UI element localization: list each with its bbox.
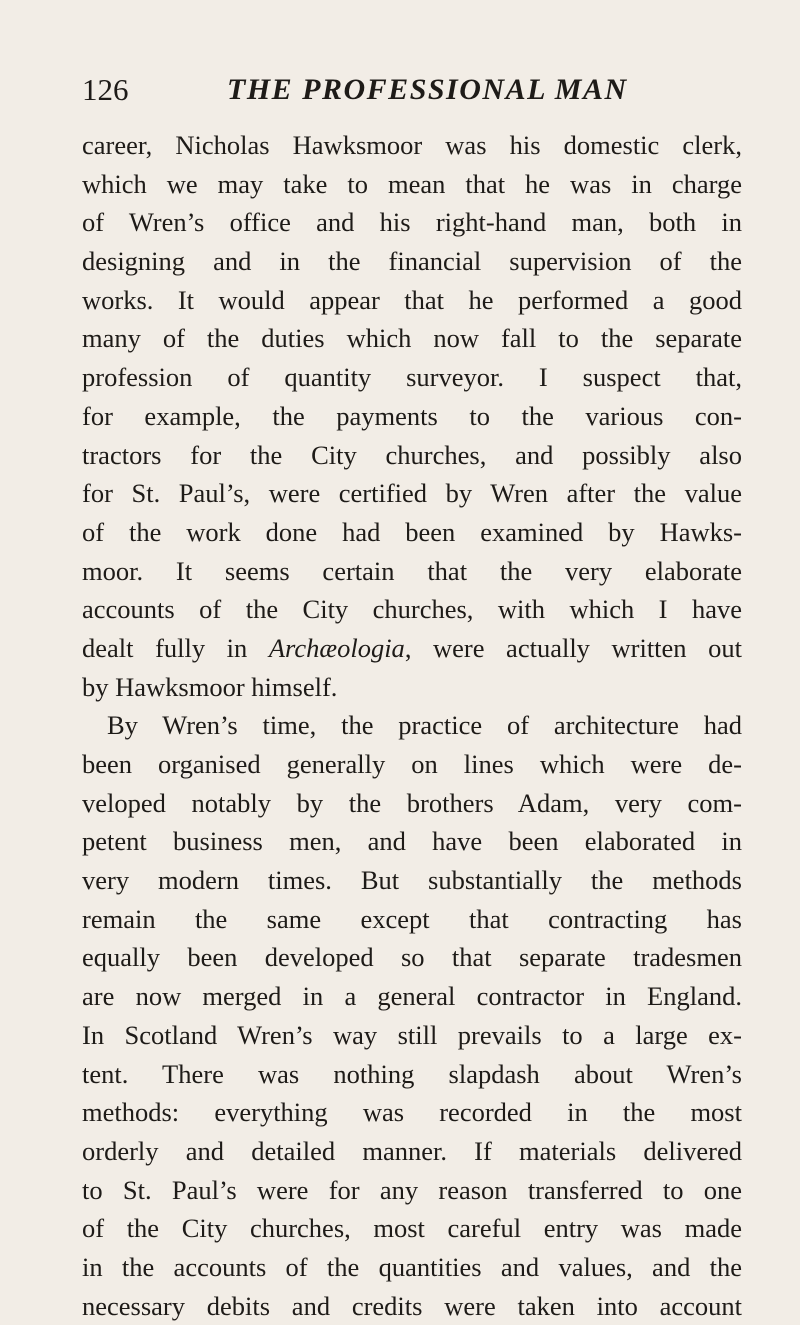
page-number: 126	[82, 72, 129, 107]
text-line: many of the duties which now fall to the separate	[82, 323, 742, 354]
text-line: veloped notably by the brothers Adam, very com-	[82, 787, 742, 818]
text-line: designing and in the financial supervision of the	[82, 246, 742, 277]
text-line: of Wren’s office and his right-hand man, both in	[82, 207, 742, 238]
text-segment: , were actually written out	[404, 632, 742, 663]
text-line: to St. Paul’s were for any reason transferred to one	[82, 1174, 742, 1205]
paragraph-end-line: by Hawksmoor himself.	[82, 671, 338, 702]
text-line: works. It would appear that he performed a good	[82, 284, 742, 315]
text-line: In Scotland Wren’s way still prevails to a large ex-	[82, 1019, 742, 1050]
body-text	[82, 126, 742, 1325]
text-line: profession of quantity surveyor. I suspect that,	[82, 362, 742, 393]
running-head: THE PROFESSIONAL MAN	[227, 73, 628, 106]
text-line: equally been developed so that separate tradesmen	[82, 942, 742, 973]
text-line: of the City churches, most careful entry was made	[82, 1213, 742, 1244]
publication-title: Archæologia	[268, 632, 405, 663]
text-line: accounts of the City churches, with which I have	[82, 594, 742, 625]
text-line: petent business men, and have been elaborated in	[82, 826, 742, 857]
paragraph-start-line: By Wren’s time, the practice of architecture had	[107, 710, 742, 741]
text-line: moor. It seems certain that the very elaborate	[82, 555, 742, 586]
text-line: which we may take to mean that he was in charge	[82, 168, 742, 199]
text-line: for example, the payments to the various con-	[82, 400, 742, 431]
text-line: orderly and detailed manner. If materials delivered	[82, 1135, 742, 1166]
text-line: been organised generally on lines which were de-	[82, 749, 742, 779]
text-line: very modern times. But substantially the methods	[82, 865, 742, 896]
text-line: career, Nicholas Hawksmoor was his domestic clerk,	[82, 130, 742, 160]
text-line	[82, 629, 742, 668]
text-line: in the accounts of the quantities and values, and the	[82, 1251, 742, 1282]
text-line: for St. Paul’s, were certified by Wren after the value	[82, 478, 742, 509]
text-line: remain the same except that contracting has	[82, 903, 742, 934]
text-line: necessary debits and credits were taken into account	[82, 1290, 742, 1321]
text-line: methods: everything was recorded in the most	[82, 1097, 742, 1128]
text-line: of the work done had been examined by Hawks-	[82, 516, 742, 547]
text-segment: dealt fully in	[82, 632, 269, 663]
text-line: are now merged in a general contractor in England.	[82, 981, 742, 1012]
text-line: tent. There was nothing slapdash about Wren’s	[82, 1058, 742, 1089]
text-line: tractors for the City churches, and possibly also	[82, 439, 742, 470]
page-header	[82, 70, 742, 118]
